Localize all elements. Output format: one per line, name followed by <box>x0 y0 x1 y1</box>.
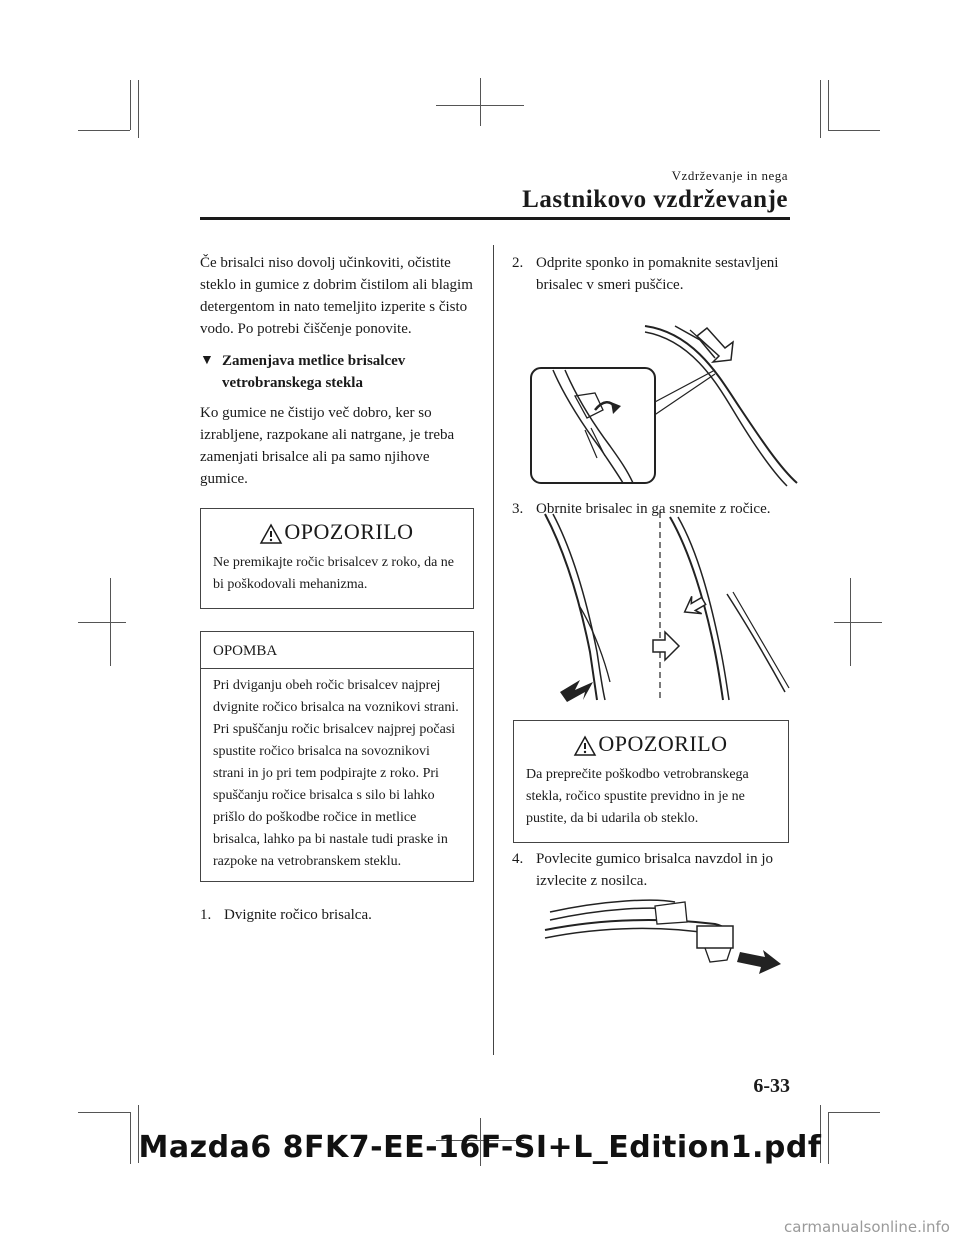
warning-text: Da preprečite poškodbo vetrobranskega stekla, ročico spustite previdno in je ne pustite, da bi udarila ob steklo. <box>526 766 749 826</box>
section-heading <box>200 350 474 394</box>
triangle-bullet-icon: ▼ <box>200 353 214 368</box>
wiper-clip-illustration <box>525 318 805 488</box>
warning-triangle-icon <box>260 524 282 544</box>
section-name: Vzdrževanje in nega <box>671 168 788 183</box>
warning-title: OPOZORILO <box>514 721 788 760</box>
note-text: Pri dviganju obeh ročic brisalcev najprej dvignite ročico brisalca na voznikovi strani. Pri spuščanju ročic brisalcev najprej počasi spustite ročico brisalca na sovoznikovi strani in jo pri tem podpirajte z roko. Pri spuščanju ročice brisalca s silo bi lahko prišlo do poškodbe ročice in metlice brisalca, lahko pa bi nastale tudi praske in razpoke na vetrobranskem steklu. <box>213 677 459 869</box>
note-box <box>200 631 474 882</box>
step-text: Dvignite ročico brisalca. <box>224 906 372 923</box>
wiper-removal-illustration <box>535 512 795 702</box>
registration-mark <box>110 578 111 666</box>
intro-paragraph: Če brisalci niso dovolj učinkoviti, očistite steklo in gumice z dobrim čistilom ali blagim detergentom in nato temeljito izperite s čisto vodo. Po potrebi čiščenje ponovite. <box>200 255 473 337</box>
replacement-paragraph: Ko gumice ne čistijo več dobro, ker so izrabljene, razpokane ali natrgane, je treba zamenjati brisalce ali pa samo njihove gumice. <box>200 405 455 487</box>
page-number: 6-33 <box>753 1075 790 1097</box>
warning-title: OPOZORILO <box>201 509 473 548</box>
registration-mark <box>834 622 882 623</box>
column-divider <box>493 245 494 1055</box>
section-heading-line2: vetrobranskega stekla <box>222 375 363 391</box>
document-filename: Mazda6 8FK7-EE-16F-SI+L_Edition1.pdf <box>138 1130 822 1165</box>
step-text: Odprite sponko in pomaknite sestavljeni brisalec v smeri puščice. <box>536 255 779 293</box>
crop-mark <box>828 80 829 130</box>
step-number: 1. <box>200 906 212 923</box>
step-4 <box>512 848 792 892</box>
step-number: 4. <box>512 851 524 867</box>
crop-mark <box>828 1112 880 1113</box>
watermark: carmanualsonline.info <box>784 1218 950 1236</box>
note-title: OPOMBA <box>201 632 473 669</box>
step-2 <box>512 252 792 296</box>
right-column <box>512 252 792 296</box>
wiper-rubber-illustration <box>545 892 785 982</box>
step-text: Obrnite brisalec in ga snemite z ročice. <box>536 501 771 517</box>
warning-box <box>513 720 789 843</box>
left-column <box>200 252 474 926</box>
crop-mark <box>828 130 880 131</box>
crop-mark <box>138 80 139 138</box>
header-rule <box>200 217 790 220</box>
right-column-step4 <box>512 848 792 892</box>
registration-mark <box>480 78 481 126</box>
right-column-warning <box>513 720 789 843</box>
step-text: Povlecite gumico brisalca navzdol in jo izvlecite z nosilca. <box>536 851 774 889</box>
step-1 <box>200 904 474 926</box>
crop-mark <box>130 80 131 130</box>
crop-mark <box>78 1112 130 1113</box>
warning-text: Ne premikajte ročic brisalcev z roko, da ne bi poškodovali mehanizma. <box>213 554 455 592</box>
crop-mark <box>820 80 821 138</box>
warning-box <box>200 508 474 609</box>
page-title: Lastnikovo vzdrževanje <box>522 186 788 213</box>
warning-triangle-icon <box>574 736 596 756</box>
step-number: 3. <box>512 501 524 517</box>
crop-mark <box>78 130 130 131</box>
section-heading-line1: Zamenjava metlice brisalcev <box>222 353 406 369</box>
registration-mark <box>78 622 126 623</box>
registration-mark <box>850 578 851 666</box>
step-number: 2. <box>512 255 524 271</box>
